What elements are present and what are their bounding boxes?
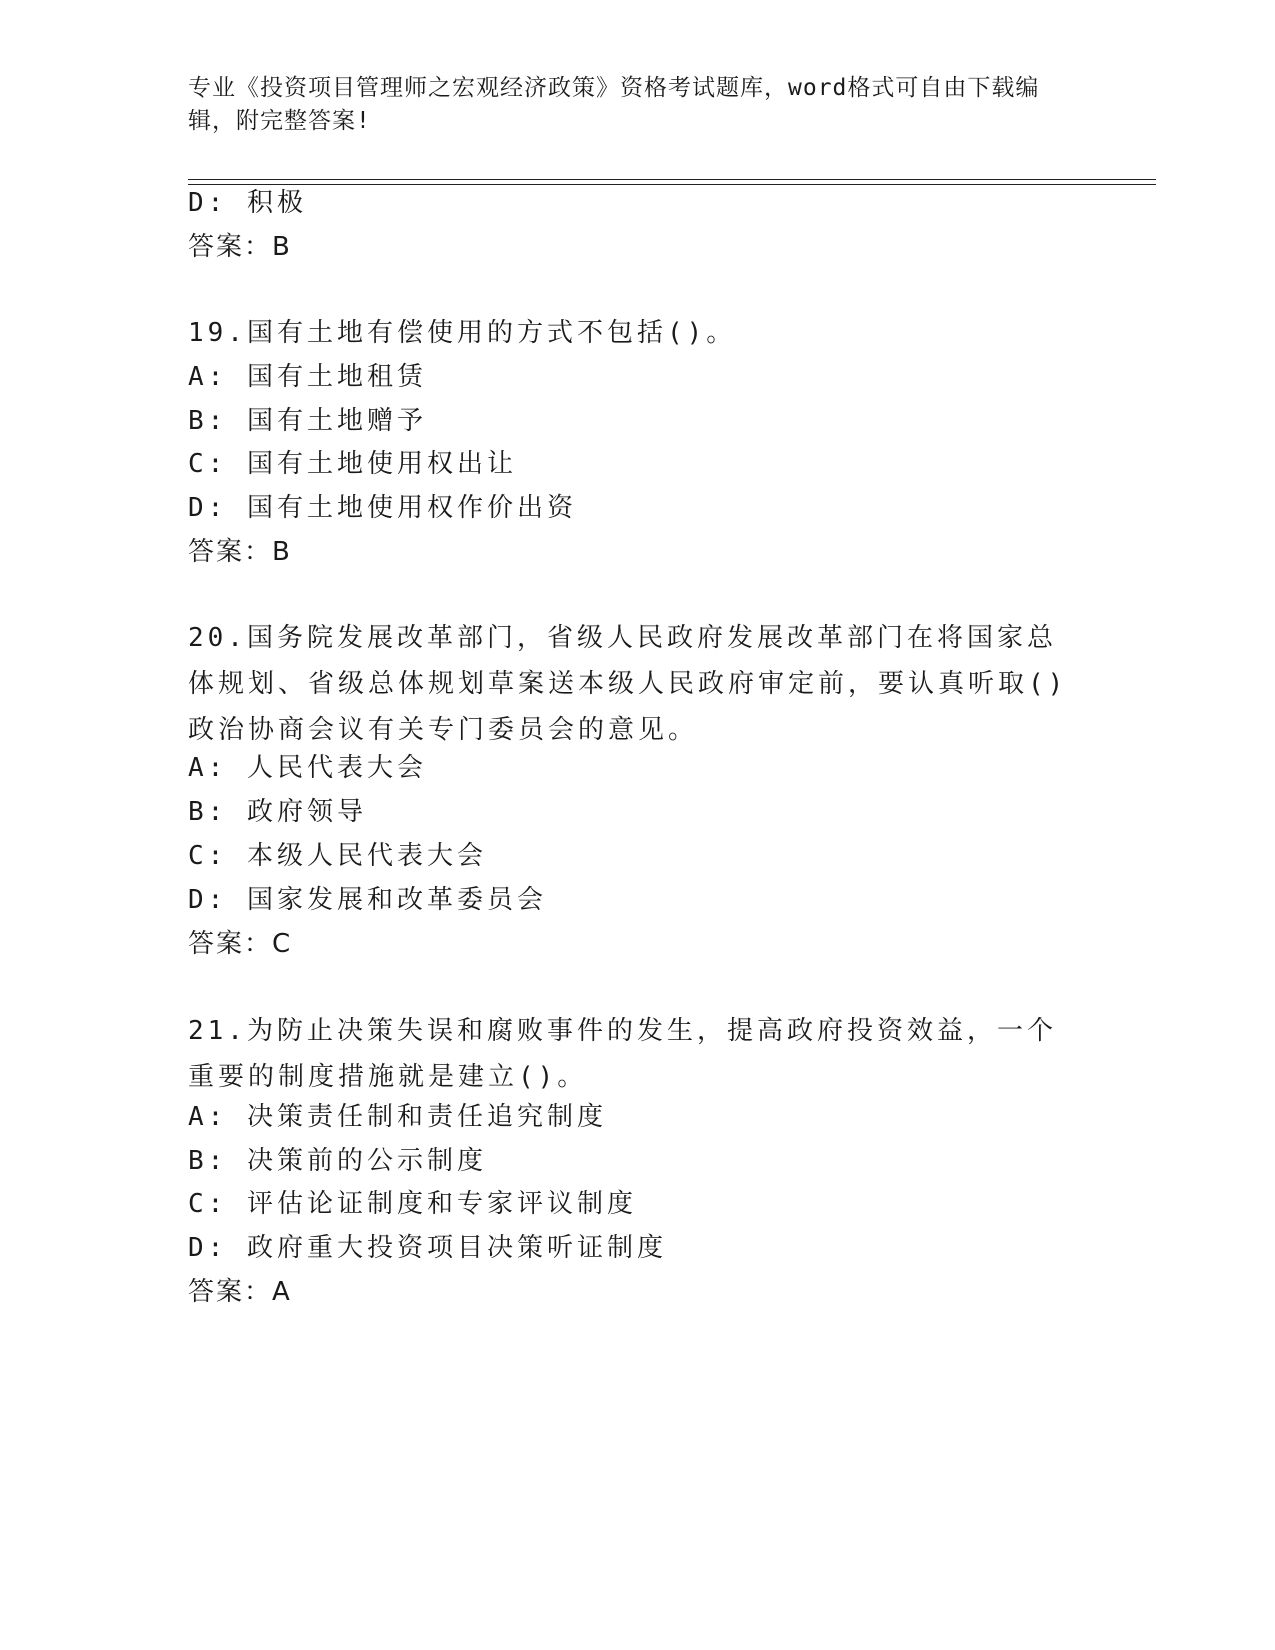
q20-option-a: A: 人民代表大会 <box>188 753 427 783</box>
prev-option-d: D: 积极 <box>188 188 307 218</box>
q20-option-c: C: 本级人民代表大会 <box>188 841 487 871</box>
q21-question: 21.为防止决策失误和腐败事件的发生，提高政府投资效益，一个重要的制度措施就是建立()。 <box>188 1016 1057 1092</box>
q21-option-a: A: 决策责任制和责任追究制度 <box>188 1102 607 1132</box>
header-divider-top <box>188 179 1156 180</box>
q19-question: 19.国有土地有偿使用的方式不包括()。 <box>188 318 737 348</box>
q19-option-b: B: 国有土地赠予 <box>188 406 427 436</box>
q19-option-d: D: 国有土地使用权作价出资 <box>188 493 577 523</box>
header-divider-bottom <box>188 184 1156 185</box>
q19-answer: 答案：B <box>188 537 292 567</box>
q21-option-d: D: 政府重大投资项目决策听证制度 <box>188 1233 667 1263</box>
q21-option-b: B: 决策前的公示制度 <box>188 1146 487 1176</box>
q20-question: 20.国务院发展改革部门，省级人民政府发展改革部门在将国家总体规划、省级总体规划草案送本级人民政府审定前，要认真听取()政治协商会议有关专门委员会的意见。 <box>188 623 1068 745</box>
q20-answer: 答案：C <box>188 929 293 959</box>
q19-option-a: A: 国有土地租赁 <box>188 362 427 392</box>
document-header: 专业《投资项目管理师之宏观经济政策》资格考试题库，word格式可自由下载编辑，附完整答案! <box>188 75 1040 134</box>
q20-option-d: D: 国家发展和改革委员会 <box>188 885 547 915</box>
q20-option-b: B: 政府领导 <box>188 797 367 827</box>
q21-answer: 答案：A <box>188 1277 292 1307</box>
q21-option-c: C: 评估论证制度和专家评议制度 <box>188 1189 637 1219</box>
q19-option-c: C: 国有土地使用权出让 <box>188 449 517 479</box>
prev-answer: 答案：B <box>188 232 292 262</box>
